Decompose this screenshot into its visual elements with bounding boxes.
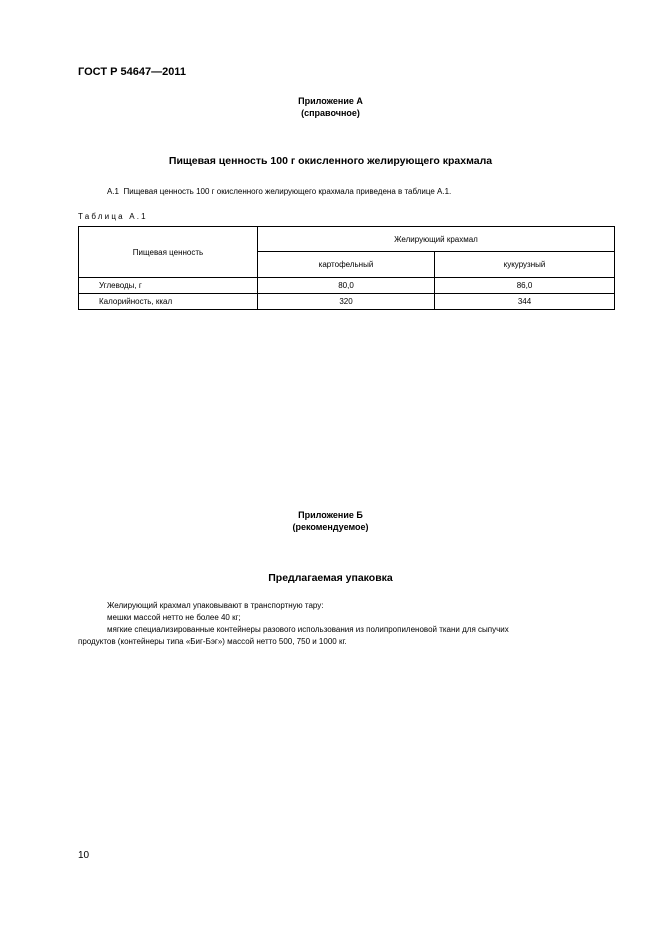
packaging-line: мешки массой нетто не более 40 кг; [107,613,241,622]
row-potato-value: 320 [258,294,435,310]
header-gelling-starch: Желирующий крахмал [258,227,615,252]
row-label: Углеводы, г [79,278,258,294]
appendix-b-title: Приложение Б [298,510,363,520]
appendix-b-status: (рекомендуемое) [292,522,369,532]
table-row [79,294,615,310]
appendix-a-status: (справочное) [301,108,360,118]
nutrition-table [78,226,615,310]
paragraph-text: Пищевая ценность 100 г окисленного желирующего крахмала приведена в таблице А.1. [123,187,452,196]
packaging-line: продуктов (контейнеры типа «Биг-Бэг») массой нетто 500, 750 и 1000 кг. [78,637,347,646]
row-potato-value: 80,0 [258,278,435,294]
page-number: 10 [78,850,90,861]
table-row [79,278,615,294]
appendix-a-paragraph [107,187,451,196]
packaging-line: мягкие специализированные контейнеры разового использования из полипропиленовой ткани для сыпучих [107,625,509,634]
appendix-a-title: Приложение А [298,96,363,106]
document-id: ГОСТ Р 54647—2011 [78,66,186,78]
appendix-a-heading: Пищевая ценность 100 г окисленного желирующего крахмала [168,155,493,167]
packaging-line: Желирующий крахмал упаковывают в транспортную тару: [107,601,324,610]
paragraph-number: А.1 [107,187,120,196]
header-potato: картофельный [258,252,435,278]
table-caption: Таблица А.1 [78,212,148,221]
row-corn-value: 86,0 [435,278,615,294]
appendix-b-heading: Предлагаемая упаковка [268,572,393,584]
header-nutrition: Пищевая ценность [79,227,258,278]
row-label: Калорийность, ккал [79,294,258,310]
header-corn: кукурузный [435,252,615,278]
row-corn-value: 344 [435,294,615,310]
